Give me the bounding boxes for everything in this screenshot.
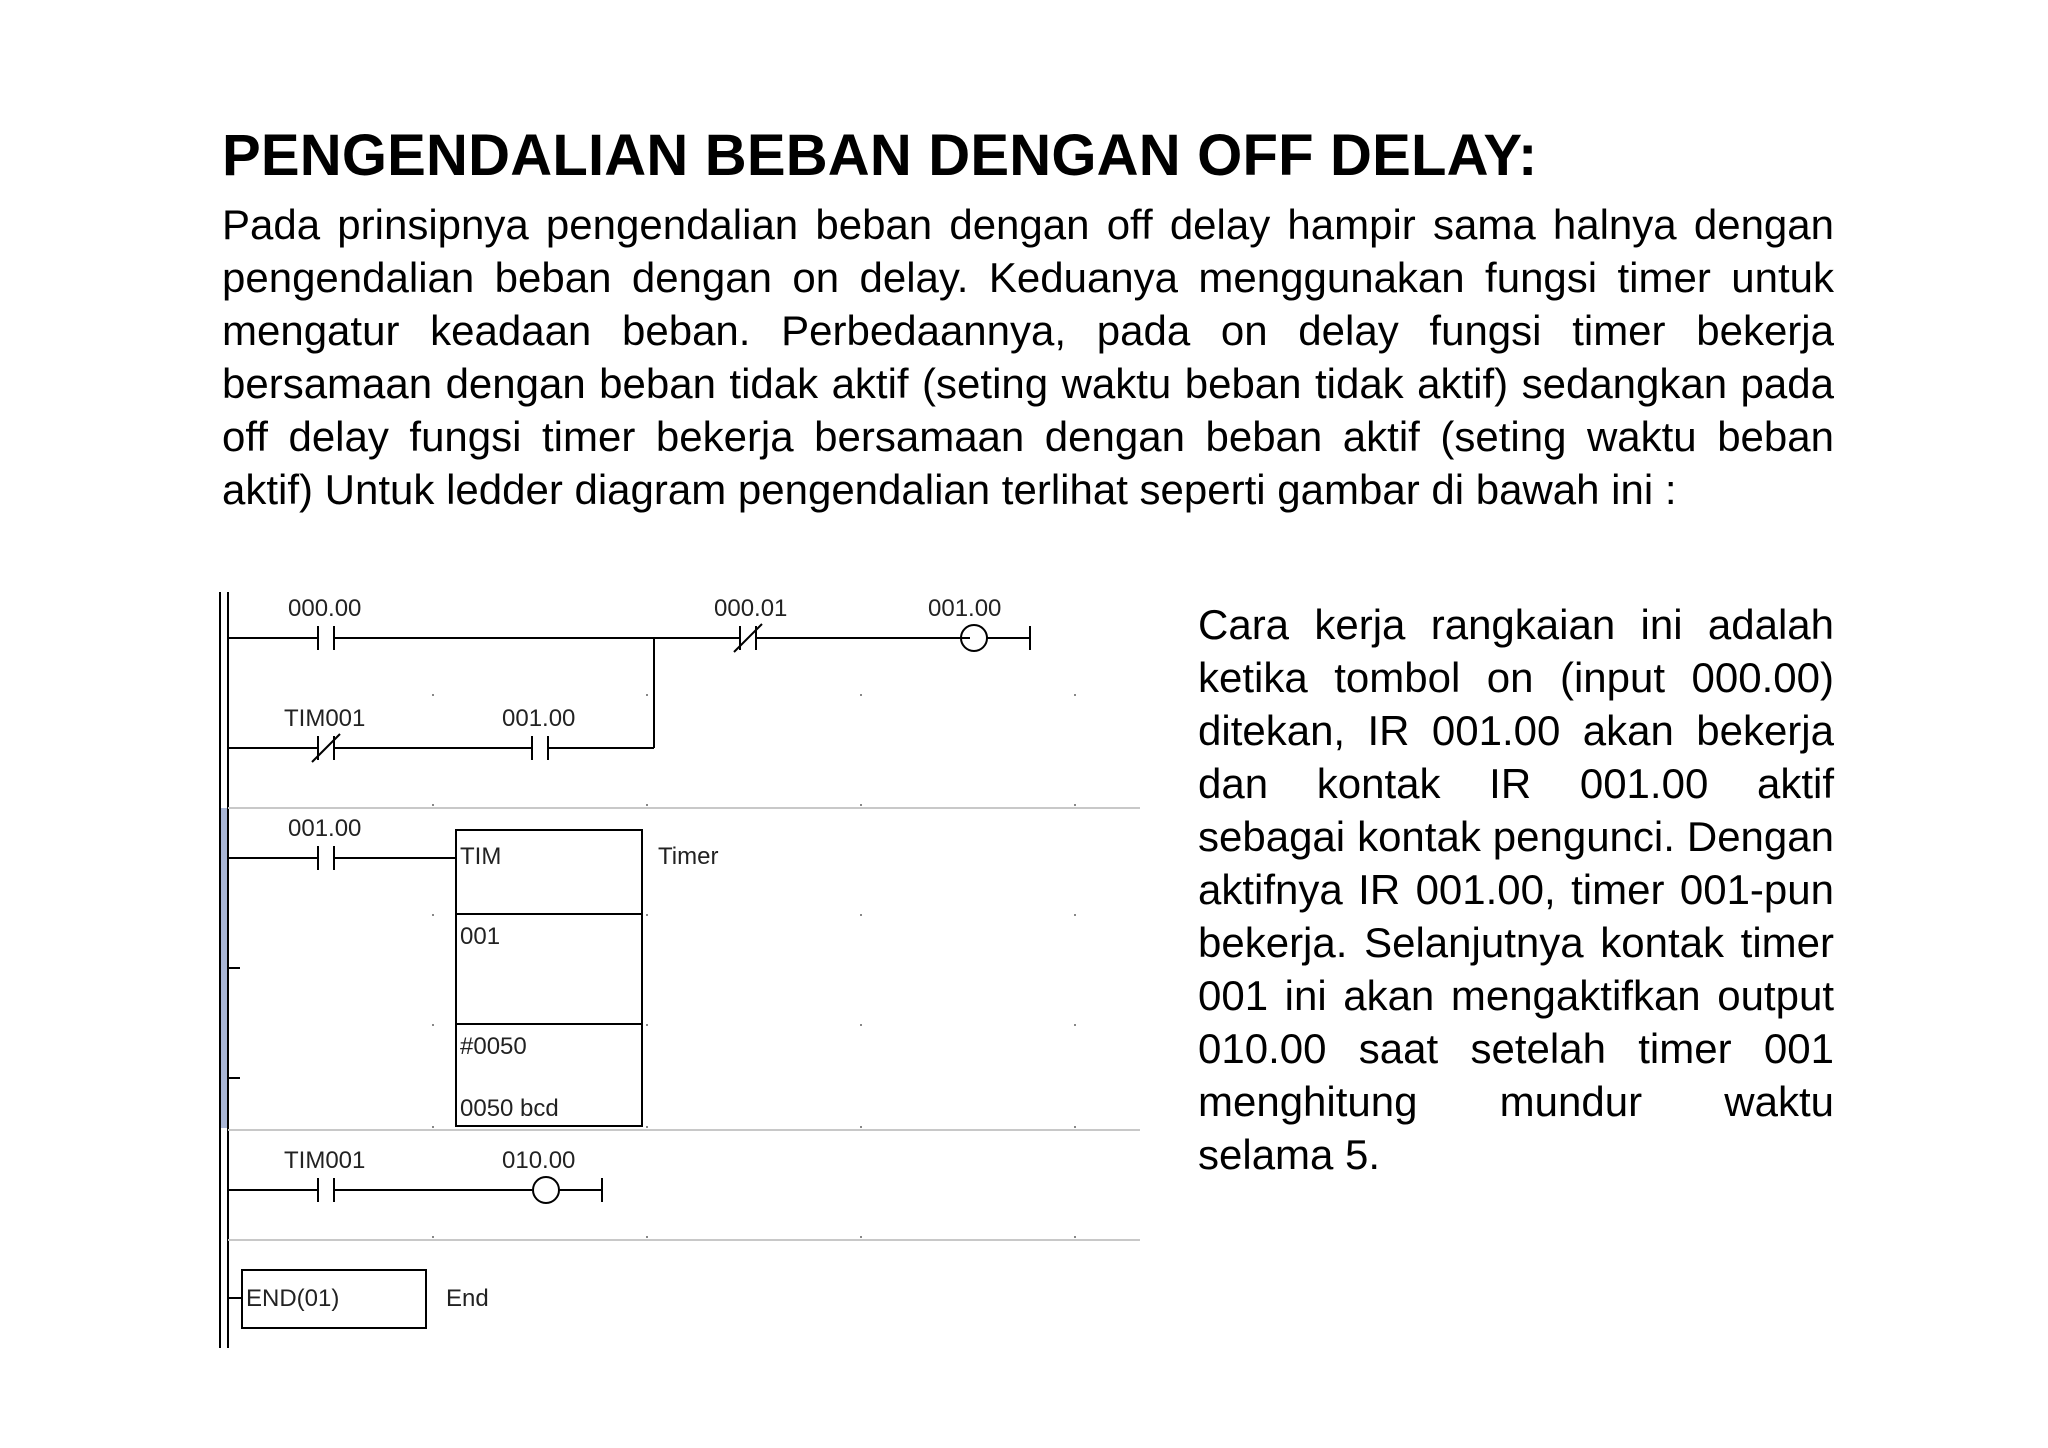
label-000-00: 000.00 [288, 595, 362, 622]
label-coil-010-00: 010.00 [502, 1147, 576, 1174]
page-title: PENGENDALIAN BEBAN DENGAN OFF DELAY: [222, 123, 1538, 188]
end-instruction: END(01) [246, 1285, 340, 1312]
label-tim001-nc: TIM001 [284, 705, 366, 732]
timer-instruction: TIM [460, 843, 502, 870]
timer-set-value-bcd: 0050 bcd [460, 1095, 559, 1122]
timer-number: 001 [460, 923, 501, 950]
selected-rung-highlight [220, 808, 227, 1128]
label-001-00-latch: 001.00 [502, 705, 576, 732]
end-comment: End [446, 1285, 489, 1312]
label-000-01: 000.01 [714, 595, 788, 622]
timer-set-value: #0050 [460, 1033, 527, 1060]
ladder-diagram [210, 586, 1150, 1356]
intro-paragraph: Pada prinsipnya pengendalian beban dengan off delay hampir sama halnya dengan pengendalian beban dengan on delay. Keduanya menggunakan fungsi timer untuk mengatur keadaan beban. Perbedaannya, pada on delay fungsi timer bekerja bersamaan dengan beban tidak aktif (seting waktu beban tidak aktif) sedangkan pada off delay fungsi timer bekerja bersamaan dengan beban aktif (seting waktu beban aktif) Untuk ledder diagram pengendalian terlihat seperti gambar di bawah ini : [222, 201, 1834, 513]
explanation-paragraph: Cara kerja rangkaian ini adalah ketika tombol on (input 000.00) ditekan, IR 001.00 akan bekerja dan kontak IR 001.00 aktif sebagai kontak pengunci. Dengan aktifnya IR 001.00, timer 001-pun bekerja. Selanjutnya kontak timer 001 ini akan mengaktifkan output 010.00 saat setelah timer 001 menghitung mundur waktu selama 5. [1198, 601, 1834, 1178]
timer-comment: Timer [658, 843, 719, 870]
label-coil-001-00: 001.00 [928, 595, 1002, 622]
label-tim001-rung3: TIM001 [284, 1147, 366, 1174]
label-001-00-rung2: 001.00 [288, 815, 362, 842]
